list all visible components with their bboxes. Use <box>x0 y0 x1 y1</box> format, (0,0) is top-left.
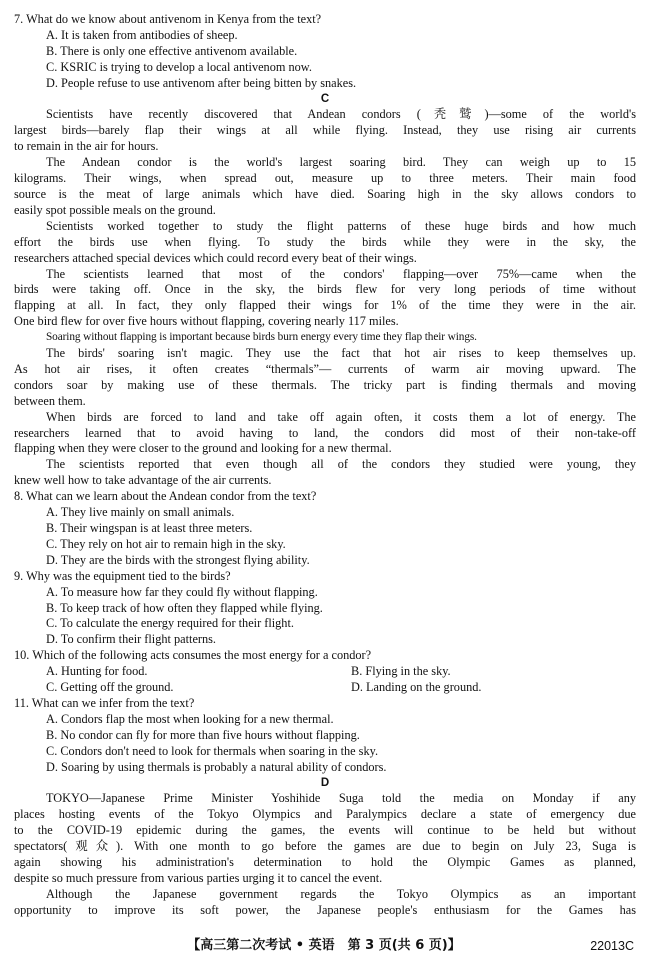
option: B. There is only one effective antivenom available. <box>46 43 298 58</box>
option: A. Condors flap the most when looking for a new thermal. <box>46 711 334 726</box>
option: B. No condor can fly for more than five hours without flapping. <box>46 727 360 742</box>
passage-line: again showing his administration's determination to hold the Olympic Games as planned, <box>14 855 636 870</box>
passage-line: between them. <box>14 393 86 408</box>
option: D. People refuse to use antivenom after being bitten by snakes. <box>46 75 357 90</box>
passage-line: to the COVID-19 epidemic during the games, the events will continue to be held but without <box>14 823 636 838</box>
passage-line: Soaring without flapping is important because birds burn energy every time they flap their wings. <box>46 331 477 344</box>
option: C. KSRIC is trying to develop a local antivenom now. <box>46 59 312 74</box>
passage-line: largest birds—barely flap their wings at all while flying. Instead, they use rising air currents <box>14 123 636 138</box>
passage-line: As hot air rises, it often creates “thermals”— currents of warm air moving upward. The <box>14 361 636 376</box>
option: B. Flying in the sky. <box>351 664 451 679</box>
passage-line: The birds' soaring isn't magic. They use the fact that hot air rises to keep themselves up. <box>46 346 636 361</box>
question-8-stem: 8. What can we learn about the Andean condor from the text? <box>14 489 317 504</box>
option: B. Their wingspan is at least three meters. <box>46 521 253 535</box>
passage-line: despite so much pressure from various parties urging it to cancel the event. <box>14 870 383 885</box>
question-9-stem: 9. Why was the equipment tied to the birds? <box>14 568 231 583</box>
passage-line: researchers attached special devices which could record every beat of their wings. <box>14 250 417 265</box>
option-row <box>14 664 636 680</box>
question-10-stem: 10. Which of the following acts consumes the most energy for a condor? <box>14 648 372 663</box>
passage-line: Although the Japanese government regards the Tokyo Olympics as an important <box>46 886 636 901</box>
section-heading-d: D <box>320 776 330 789</box>
passage-line: birds were taking off. Once in the sky, the birds flew for very long periods of time without <box>14 282 636 297</box>
option: A. Hunting for food. <box>46 664 148 679</box>
option: B. To keep track of how often they flapped while flying. <box>46 600 323 615</box>
passage-line: effort the birds use when flying. To study the birds while they were in the sky, the <box>14 234 636 249</box>
passage-line: kilograms. Their wings, when spread out, measure up to three meters. Their main food <box>14 171 636 186</box>
section-heading-c: C <box>320 92 330 105</box>
passage-line: The Andean condor is the world's largest soaring bird. They can weigh up to 15 <box>46 155 636 170</box>
question-7-stem: 7. What do we know about antivenom in Kenya from the text? <box>14 12 322 26</box>
option: C. Condors don't need to look for thermals when soaring in the sky. <box>46 743 379 758</box>
passage-line: flapping at all. In fact, they only flapped their wings for 1% of the time they were in the air. <box>14 298 636 313</box>
option: C. They rely on hot air to remain high in the sky. <box>46 536 286 551</box>
passage-line: opportunity to improve its soft power, the Japanese people's enthusiasm for the Games has <box>14 902 636 917</box>
option: C. To calculate the energy required for their flight. <box>46 616 294 631</box>
passage-line: to remain in the air for hours. <box>14 139 159 154</box>
footer-exam-code: 22013C <box>590 939 634 953</box>
page-footer <box>0 938 648 958</box>
passage-line: TOKYO—Japanese Prime Minister Yoshihide Suga told the media on Monday if any <box>46 791 636 806</box>
option: D. Soaring by using thermals is probably a natural ability of condors. <box>46 759 387 774</box>
passage-line: researchers learned that to avoid having to land, the condors did most of their non-take-off <box>14 425 636 440</box>
passage-line: places hosting events of the Tokyo Olympics and Paralympics declare a state of emergency due <box>14 807 636 822</box>
footer-page-info: 【高三第二次考试 • 英语 第 3 页(共 6 页)】 <box>187 938 461 953</box>
passage-line: The scientists learned that most of the condors' flapping—over 75%—came when the <box>46 266 636 281</box>
option: C. Getting off the ground. <box>46 680 174 695</box>
question-11-stem: 11. What can we infer from the text? <box>14 695 195 710</box>
passage-line: spectators(观众). With one month to go before the games are due to begin on July 23, Suga is <box>14 839 636 854</box>
option: A. It is taken from antibodies of sheep. <box>46 27 238 42</box>
option-row <box>14 680 636 696</box>
passage-line: condors soar by making use of these thermals. The tricky part is finding thermals and moving <box>14 377 636 392</box>
passage-line: One bird flew for over five hours without flapping, covering nearly 117 miles. <box>14 314 399 329</box>
option: A. They live mainly on small animals. <box>46 505 235 520</box>
passage-line: easily spot possible meals on the ground. <box>14 202 216 217</box>
option: A. To measure how far they could fly without flapping. <box>46 584 318 599</box>
passage-line: Scientists have recently discovered that Andean condors (秃鹫)—some of the world's <box>46 107 636 122</box>
passage-line: knew well how to take advantage of the air currents. <box>14 473 272 488</box>
passage-line: Scientists worked together to study the flight patterns of these huge birds and how much <box>46 218 636 233</box>
passage-line: The scientists reported that even though all of the condors they studied were young, they <box>46 457 636 472</box>
passage-line: When birds are forced to land and take off again often, it costs them a lot of energy. The <box>46 409 636 424</box>
option: D. Landing on the ground. <box>351 680 482 695</box>
passage-line: source is the meat of large animals which have died. Soaring high in the sky allows condors to <box>14 186 636 201</box>
option: D. To confirm their flight patterns. <box>46 632 217 647</box>
page-content <box>14 12 636 919</box>
option: D. They are the birds with the strongest flying ability. <box>46 552 310 567</box>
passage-line: flapping when they were closer to the ground and looking for a new thermal. <box>14 441 392 456</box>
